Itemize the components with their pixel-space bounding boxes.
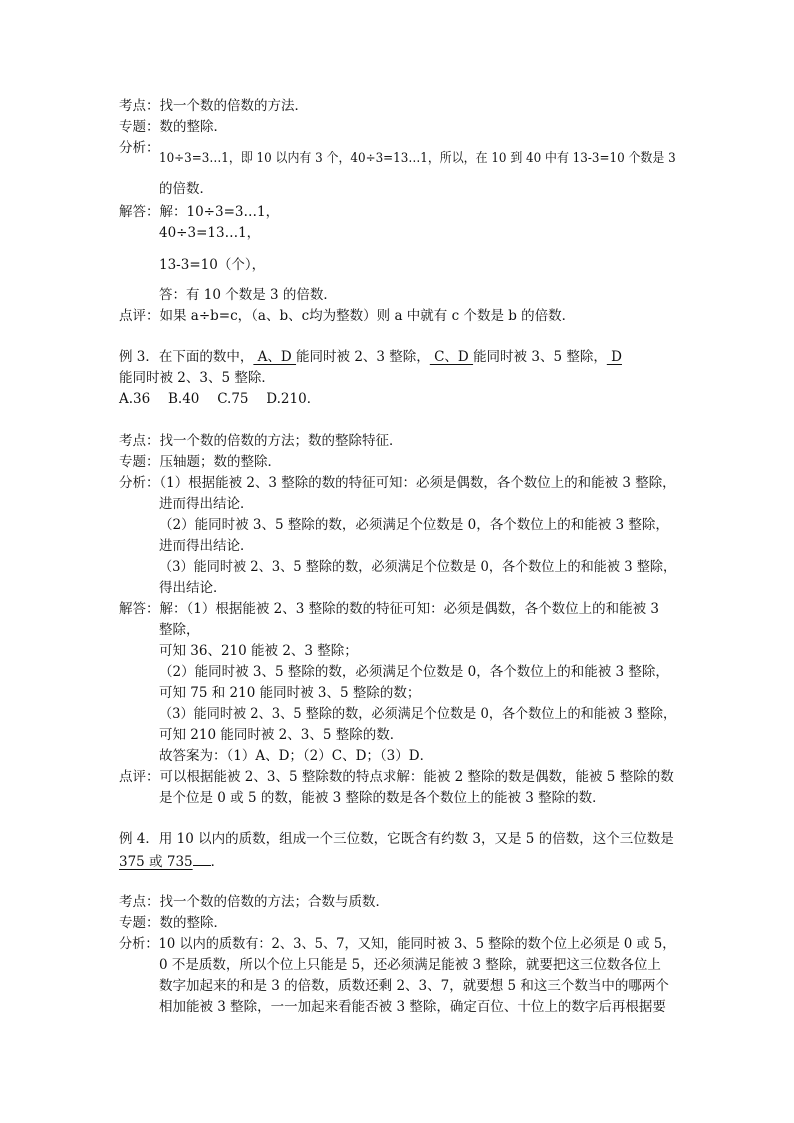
dianping-2-line1: 点评：可以根据能被 2、3、5 整除数的特点求解：能被 2 整除的数是偶数，能被 5 整除的数: [119, 769, 674, 785]
example3-question-line2: 能同时被 2、3、5 整除．: [119, 370, 275, 386]
example3-prefix: 例 3．在下面的数中，: [119, 349, 254, 365]
jieda-2-line2: 整除，: [159, 622, 200, 638]
jieda-1-line2: 40÷3=13…1，: [159, 225, 261, 241]
kaodian-1: 考点：找一个数的倍数的方法．: [119, 98, 308, 114]
example3-mid2: 能同时被 3、5 整除，: [473, 349, 607, 365]
example4-question-line2: [119, 851, 224, 871]
jieda-2-line6: （3）能同时被 2、3、5 整除的数，必须满足个位数是 0，各个数位上的和能被 3 整除，: [159, 706, 677, 722]
jieda-2-line5: 可知 75 和 210 能同时被 3、5 整除的数；: [159, 685, 421, 701]
fenxi-2-line3: （2）能同时被 3、5 整除的数，必须满足个位数是 0，各个数位上的和能被 3 整除，: [159, 517, 669, 533]
fenxi-2-line1: 分析：（1）根据能被 2、3 整除的数的特征可知：必须是偶数，各个数位上的和能被 3 整除，: [119, 475, 676, 491]
fenxi-2-line5: （3）能同时被 2、3、5 整除的数，必须满足个位数是 0，各个数位上的和能被 3 整除，: [159, 559, 677, 575]
zhuanti-2: 专题：压轴题；数的整除．: [119, 454, 281, 470]
example3-blank3: D: [606, 349, 622, 365]
example4-question-line1: 例 4．用 10 以内的质数，组成一个三位数，它既含有约数 3，又是 5 的倍数，这个三位数是: [119, 831, 674, 847]
fenxi-3-line2: 0 不是质数，所以个位上只能是 5，还必须满足能被 3 整除，就要把这三位数各位上: [159, 957, 661, 973]
jieda-1-line1: 解答：解：10÷3=3…1，: [119, 204, 280, 220]
kaodian-3: 考点：找一个数的倍数的方法；合数与质数．: [119, 894, 389, 910]
fenxi-3-line1: 分析：10 以内的质数有：2、3、5、7，又知，能同时被 3、5 整除的数个位上必须是 0 或 5，: [119, 936, 676, 952]
jieda-2-line1: 解答：解：（1）根据能被 2、3 整除的数的特征可知：必须是偶数，各个数位上的和能被 3: [119, 601, 659, 617]
dianping-1: 点评：如果 a÷b=c，（a、b、c均为整数）则 a 中就有 c 个数是 b 的倍数．: [119, 308, 576, 324]
zhuanti-3: 专题：数的整除．: [119, 915, 227, 931]
kaodian-2: 考点：找一个数的倍数的方法；数的整除特征．: [119, 433, 403, 449]
jieda-2-line4: （2）能同时被 3、5 整除的数，必须满足个位数是 0，各个数位上的和能被 3 整除，: [159, 664, 669, 680]
example3-question-line1: [119, 348, 622, 366]
fenxi-3-line4: 相加能被 3 整除，一一加起来看能否被 3 整除，确定百位、十位上的数字后再根据要: [159, 999, 666, 1015]
jieda-1-line3: 13-3=10（个），: [159, 257, 266, 273]
example3-blank2: C、D: [429, 349, 474, 365]
fenxi-1-line1: 10÷3=3…1，即 10 以内有 3 个，40÷3=13…1，所以，在 10 到 40 中有 13-3=10 个数是 3: [159, 151, 676, 166]
example4-blank-tail: [193, 851, 211, 866]
example3-blank1: A、D: [253, 349, 297, 365]
jieda-2-line7: 可知 210 能同时被 2、3、5 整除的数．: [159, 727, 404, 743]
fenxi-label-1: 分析：: [119, 140, 160, 156]
fenxi-1-line2: 的倍数．: [159, 181, 213, 197]
jieda-1-line4: 答：有 10 个数是 3 的倍数．: [159, 287, 337, 303]
zhuanti-1: 专题：数的整除．: [119, 119, 227, 135]
jieda-2-line3: 可知 36、210 能被 2、3 整除；: [159, 643, 358, 659]
example3-options: A.36 B.40 C.75 D.210．: [119, 391, 321, 407]
fenxi-2-line4: 进而得出结论．: [159, 538, 254, 554]
fenxi-2-line2: 进而得出结论．: [159, 496, 254, 512]
example3-mid1: 能同时被 2、3 整除，: [296, 349, 430, 365]
example4-end: ．: [210, 854, 225, 870]
dianping-2-line2: 是个位是 0 或 5 的数，能被 3 整除的数是各个数位上的能被 3 整除的数．: [159, 790, 606, 806]
fenxi-3-line3: 数字加起来的和是 3 的倍数，质数还剩 2、3、7，就要想 5 和这三个数当中的哪两个: [159, 978, 669, 994]
example4-answer: 375 或 735: [119, 854, 193, 870]
jieda-2-line8: 故答案为：（1）A、D；（2）C、D；（3）D．: [159, 748, 434, 764]
fenxi-2-line6: 得出结论．: [159, 580, 227, 596]
